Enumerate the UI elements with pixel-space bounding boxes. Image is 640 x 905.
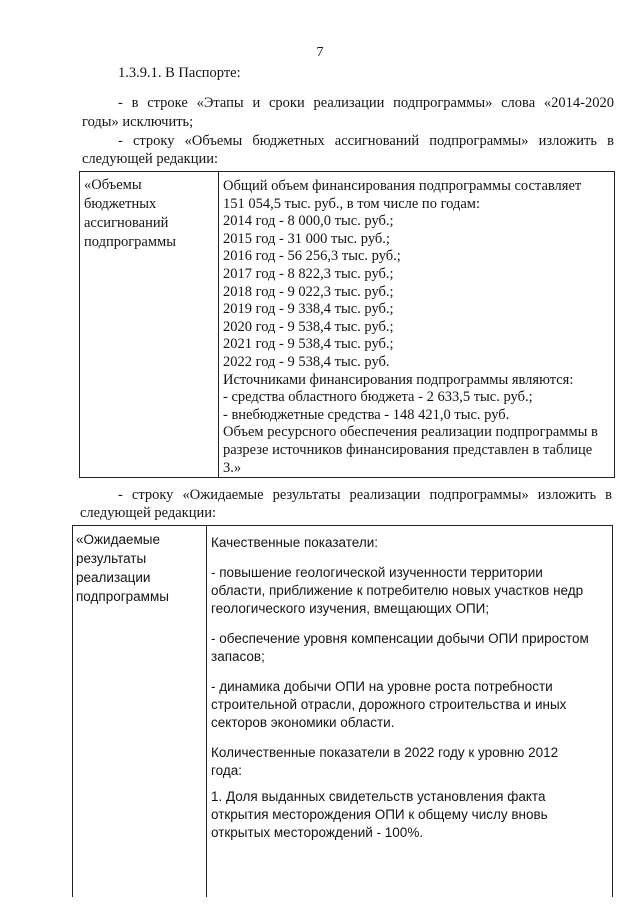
qualitative-heading: Качественные показатели: bbox=[211, 535, 378, 550]
item1-line1: - в строке «Этапы и сроки реализации подпрограммы» слова «2014-2020 bbox=[118, 95, 614, 111]
item1-line2: годы» исключить; bbox=[82, 114, 194, 130]
item2-line1: - строку «Объемы бюджетных ассигнований подпрограммы» изложить в bbox=[118, 133, 614, 149]
row-title-line: «Объемы bbox=[84, 177, 142, 193]
row-title-line: реализации bbox=[76, 570, 151, 585]
content-line: - средства областного бюджета - 2 633,5 тыс. руб.; bbox=[223, 389, 533, 406]
content-line: Объем ресурсного обеспечения реализации подпрограммы в bbox=[223, 424, 598, 441]
quantitative-heading bbox=[211, 744, 608, 780]
quantitative-indicator bbox=[211, 788, 608, 842]
heading-line: года: bbox=[211, 763, 242, 778]
heading-line: Количественные показатели в 2022 году к уровню 2012 bbox=[211, 745, 559, 760]
year-line: 2015 год - 31 000 тыс. руб.; bbox=[223, 230, 390, 247]
results-row-title bbox=[73, 526, 207, 898]
bullet-line: - повышение геологической изученности территории bbox=[211, 565, 543, 580]
row-title-line: подпрограммы bbox=[76, 589, 169, 604]
year-line: 2019 год - 9 338,4 тыс. руб.; bbox=[223, 301, 394, 318]
item2-line2: следующей редакции: bbox=[82, 151, 219, 167]
qualitative-bullet bbox=[211, 678, 608, 732]
qualitative-bullet bbox=[211, 564, 608, 618]
year-line: 2020 год - 9 538,4 тыс. руб.; bbox=[223, 318, 394, 335]
row-title-line: результаты bbox=[76, 551, 147, 566]
indicator-line: открытия месторождения ОПИ к общему числу вновь bbox=[211, 807, 548, 822]
budget-allocations-table bbox=[79, 171, 615, 478]
year-line: 2017 год - 8 822,3 тыс. руб.; bbox=[223, 265, 394, 282]
bullet-line: секторов экономики области. bbox=[211, 715, 395, 730]
content-line: Источниками финансирования подпрограммы являются: bbox=[223, 371, 574, 388]
content-line: разрезе источников финансирования представлен в таблице bbox=[223, 441, 593, 458]
budget-row-content bbox=[219, 172, 615, 478]
year-line: 2016 год - 56 256,3 тыс. руб.; bbox=[223, 248, 401, 265]
page-number: 7 bbox=[316, 45, 324, 60]
content-line: - внебюджетные средства - 148 421,0 тыс. руб. bbox=[223, 406, 510, 423]
content-line: 3.» bbox=[223, 459, 242, 476]
row-title-line: «Ожидаемые bbox=[76, 532, 160, 547]
item3-line2: следующей редакции: bbox=[80, 505, 217, 521]
year-line: 2018 год - 9 022,3 тыс. руб.; bbox=[223, 283, 394, 300]
indicator-line: открытых месторождений - 100%. bbox=[211, 825, 424, 840]
content-line: Общий объем финансирования подпрограммы составляет bbox=[223, 178, 582, 194]
results-row-content bbox=[207, 526, 613, 898]
year-line: 2022 год - 9 538,4 тыс. руб. bbox=[223, 353, 390, 370]
content-line: 151 054,5 тыс. руб., в том числе по годам: bbox=[223, 195, 481, 212]
row-title-line: подпрограммы bbox=[84, 234, 176, 250]
bullet-line: - динамика добычи ОПИ на уровне роста потребности bbox=[211, 679, 553, 694]
item3-line1: - строку «Ожидаемые результаты реализации подпрограммы» изложить в bbox=[118, 487, 612, 503]
qualitative-bullet bbox=[211, 630, 608, 666]
bullet-line: области, приближение к потребителю новых участков недр bbox=[211, 583, 584, 598]
row-title-line: бюджетных bbox=[84, 196, 157, 212]
indicator-line: 1. Доля выданных свидетельств установления факта bbox=[211, 789, 546, 804]
row-title-line: ассигнований bbox=[84, 215, 169, 231]
year-line: 2014 год - 8 000,0 тыс. руб.; bbox=[223, 213, 394, 230]
bullet-line: геологического изучения, вмещающих ОПИ; bbox=[211, 601, 490, 616]
section-heading: 1.3.9.1. В Паспорте: bbox=[118, 65, 241, 81]
year-line: 2021 год - 9 538,4 тыс. руб.; bbox=[223, 336, 394, 353]
expected-results-table bbox=[72, 525, 613, 897]
bullet-line: строительной отрасли, дорожного строительства и иных bbox=[211, 697, 567, 712]
budget-row-title bbox=[80, 172, 219, 478]
bullet-line: - обеспечение уровня компенсации добычи ОПИ приростом bbox=[211, 631, 589, 646]
bullet-line: запасов; bbox=[211, 649, 265, 664]
